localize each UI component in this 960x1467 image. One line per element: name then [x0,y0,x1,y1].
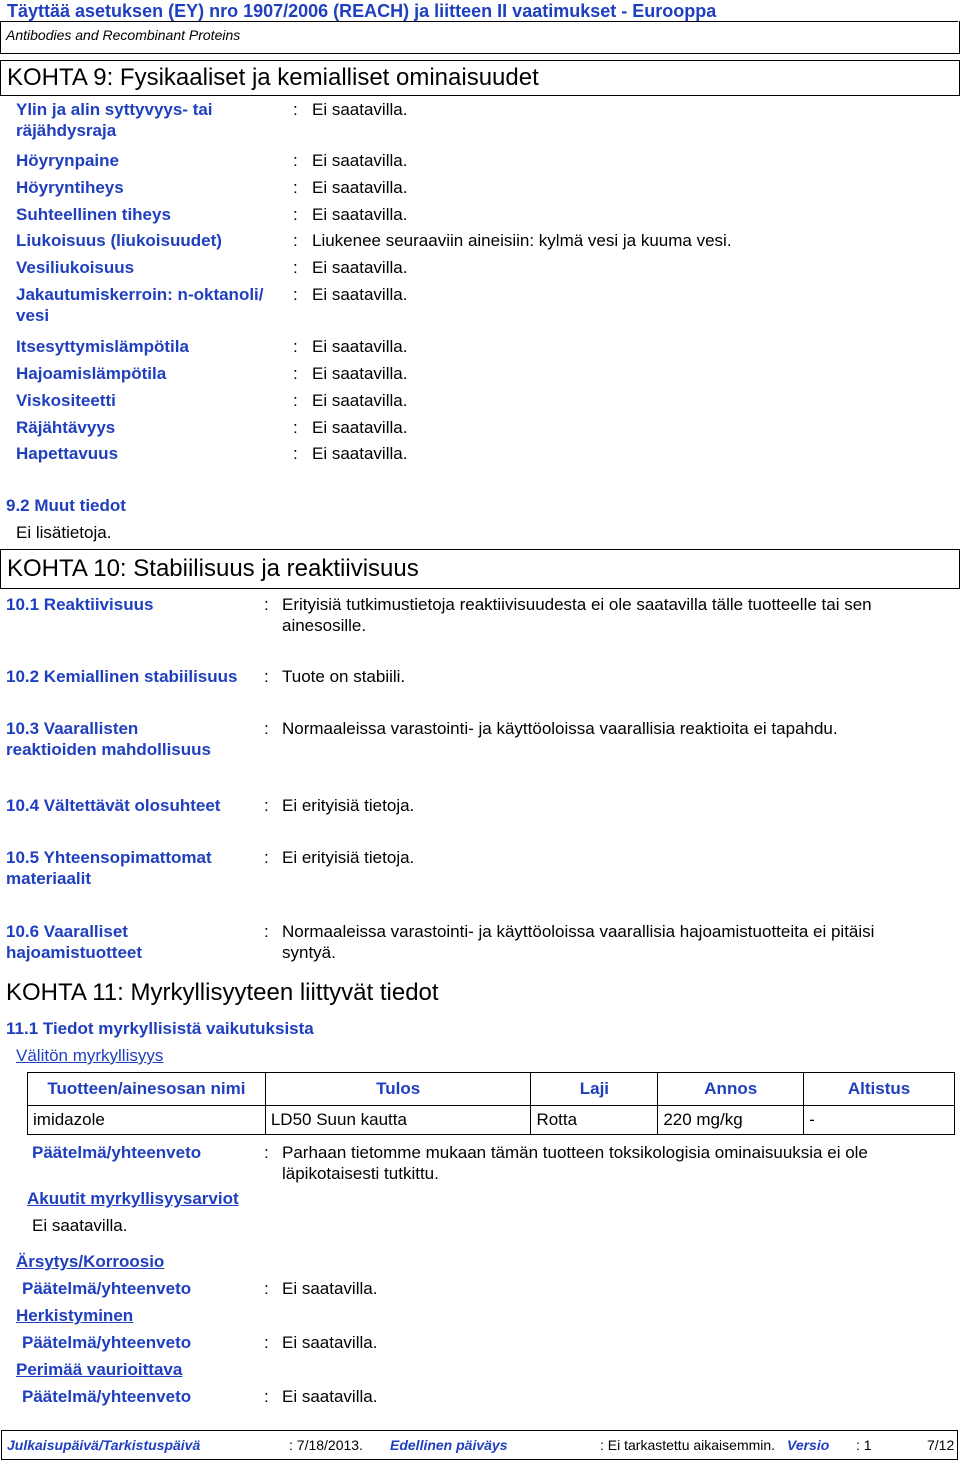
property-value: Ei saatavilla. [312,151,408,170]
reactivity-label: 10.4 Vältettävät olosuhteet [6,796,221,815]
summary-value-line2: läpikotaisesti tutkittu. [282,1164,439,1183]
mutagenicity-title: Perimää vaurioittava [16,1360,183,1379]
property-label: Suhteellinen tiheys [16,205,171,224]
reactivity-label-line2: materiaalit [6,869,92,888]
reactivity-label: 10.6 Vaaralliset [6,922,128,941]
mutagenicity-colon: : [264,1387,269,1406]
summary-value: Parhaan tietomme mukaan tämän tuotteen toksikologisia ominaisuuksia ei ole [282,1143,868,1162]
property-label-line2: räjähdysraja [16,121,117,140]
column-header-result: Tulos [265,1073,531,1106]
acute-toxicity-table [27,1072,955,1135]
other-info-title: 9.2 Muut tiedot [6,496,126,515]
reactivity-value: Erityisiä tutkimustietoja reaktiivisuudesta ei ole saatavilla tälle tuotteelle tai sen [282,595,872,614]
property-colon: : [293,100,298,119]
reactivity-value: Ei erityisiä tietoja. [282,848,415,867]
reactivity-label: 10.1 Reaktiivisuus [6,595,154,614]
property-colon: : [293,391,298,410]
reactivity-label-line2: hajoamistuotteet [6,943,143,962]
property-value: Ei saatavilla. [312,391,408,410]
property-label-line2: vesi [16,306,50,325]
table-cell-species: Rotta [531,1106,658,1135]
property-colon: : [293,151,298,170]
property-label: Itsesyttymislämpötila [16,337,189,356]
irritation-title: Ärsytys/Korroosio [16,1252,165,1271]
table-cell-result: LD50 Suun kautta [265,1106,531,1135]
sensitization-colon: : [264,1333,269,1352]
irritation-colon: : [264,1279,269,1298]
irritation-value: Ei saatavilla. [282,1279,378,1298]
property-label: Höyrynpaine [16,151,119,170]
property-value: Ei saatavilla. [312,364,408,383]
column-header-exposure: Altistus [804,1073,955,1106]
property-colon: : [293,285,298,304]
sensitization-label: Päätelmä/yhteenveto [22,1333,192,1352]
section10-title: KOHTA 10: Stabiilisuus ja reaktiivisuus [7,555,419,582]
footer-date-label: Julkaisupäivä/Tarkistuspäivä [7,1437,201,1453]
reactivity-colon: : [264,719,269,738]
property-colon: : [293,205,298,224]
reactivity-value: Tuote on stabiili. [282,667,406,686]
reactivity-label: 10.3 Vaarallisten [6,719,139,738]
property-colon: : [293,418,298,437]
reactivity-value-line2: ainesosille. [282,616,367,635]
product-name: Antibodies and Recombinant Proteins [6,27,241,43]
property-colon: : [293,364,298,383]
reactivity-colon: : [264,595,269,614]
property-colon: : [293,444,298,463]
mutagenicity-value: Ei saatavilla. [282,1387,378,1406]
acute-toxicity-title: Välitön myrkyllisyys [16,1046,164,1065]
footer-page-number: 7/12 [927,1437,955,1453]
page-footer [1,1430,958,1460]
acute-estimates-value: Ei saatavilla. [32,1216,128,1235]
reactivity-label: 10.5 Yhteensopimattomat [6,848,212,867]
irritation-label: Päätelmä/yhteenveto [22,1279,192,1298]
section11-subtitle: 11.1 Tiedot myrkyllisistä vaikutuksista [6,1019,314,1038]
reactivity-value: Normaaleissa varastointi- ja käyttöoloissa vaarallisia hajoamistuotteita ei pitäisi [282,922,875,941]
reactivity-colon: : [264,922,269,941]
reactivity-colon: : [264,796,269,815]
property-value: Ei saatavilla. [312,100,408,119]
column-header-species: Laji [531,1073,658,1106]
property-value: Ei saatavilla. [312,178,408,197]
section9-title: KOHTA 9: Fysikaaliset ja kemialliset ominaisuudet [7,64,539,91]
sensitization-title: Herkistyminen [16,1306,134,1325]
mutagenicity-label: Päätelmä/yhteenveto [22,1387,192,1406]
document-title: Täyttää asetuksen (EY) nro 1907/2006 (REACH) ja liitteen II vaatimukset - Eurooppa [7,1,717,21]
property-label: Hajoamislämpötila [16,364,167,383]
summary-colon: : [264,1143,269,1162]
property-label: Räjähtävyys [16,418,116,437]
property-value: Ei saatavilla. [312,337,408,356]
footer-previous-label: Edellinen päiväys [390,1437,508,1453]
footer-version-value: : 1 [856,1437,872,1453]
reactivity-label: 10.2 Kemiallinen stabiilisuus [6,667,238,686]
property-label: Ylin ja alin syttyvyys- tai [16,100,213,119]
property-colon: : [293,337,298,356]
sensitization-value: Ei saatavilla. [282,1333,378,1352]
reactivity-value: Normaaleissa varastointi- ja käyttöoloissa vaarallisia reaktioita ei tapahdu. [282,719,838,738]
property-label: Viskositeetti [16,391,116,410]
property-colon: : [293,258,298,277]
footer-previous-value: : Ei tarkastettu aikaisemmin. [600,1437,776,1453]
property-label: Jakautumiskerroin: n-oktanoli/ [16,285,264,304]
table-row [28,1106,955,1135]
property-value: Ei saatavilla. [312,205,408,224]
property-value: Ei saatavilla. [312,418,408,437]
reactivity-label-line2: reaktioiden mahdollisuus [6,740,211,759]
property-value: Ei saatavilla. [312,444,408,463]
property-value: Liukenee seuraaviin aineisiin: kylmä vesi ja kuuma vesi. [312,231,732,250]
property-colon: : [293,178,298,197]
table-cell-name: imidazole [28,1106,266,1135]
footer-date-value: : 7/18/2013. [289,1437,363,1453]
table-header-row [28,1073,955,1106]
property-label: Liukoisuus (liukoisuudet) [16,231,222,250]
reactivity-value-line2: syntyä. [282,943,336,962]
property-value: Ei saatavilla. [312,285,408,304]
footer-version-label: Versio [787,1437,830,1453]
property-colon: : [293,231,298,250]
header-box [0,21,960,54]
property-label: Hapettavuus [16,444,119,463]
reactivity-colon: : [264,848,269,867]
reactivity-value: Ei erityisiä tietoja. [282,796,415,815]
property-value: Ei saatavilla. [312,258,408,277]
reactivity-colon: : [264,667,269,686]
column-header-dose: Annos [658,1073,804,1106]
table-cell-dose: 220 mg/kg [658,1106,804,1135]
acute-estimates-title: Akuutit myrkyllisyysarviot [27,1189,239,1208]
property-label: Vesiliukoisuus [16,258,135,277]
table-cell-exposure: - [804,1106,955,1135]
column-header-name: Tuotteen/ainesosan nimi [28,1073,266,1106]
section11-title: KOHTA 11: Myrkyllisyyteen liittyvät tiedot [6,979,439,1006]
property-label: Höyryntiheys [16,178,124,197]
summary-label: Päätelmä/yhteenveto [32,1143,202,1162]
other-info-value: Ei lisätietoja. [16,523,112,542]
